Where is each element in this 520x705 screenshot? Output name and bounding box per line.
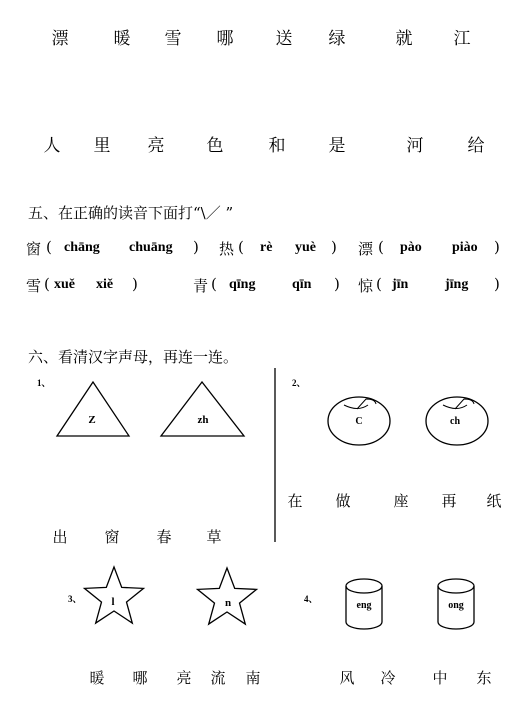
char: 青 <box>193 277 209 295</box>
pinyin-option: piào <box>452 240 478 255</box>
triangle-shape-zh <box>161 382 244 436</box>
word: 出 <box>52 528 68 546</box>
word: 春 <box>156 528 172 546</box>
word: 窗 <box>104 528 120 546</box>
char: 河 <box>406 136 424 156</box>
paren-open: ( <box>46 238 52 256</box>
section-5-heading: 五、在正确的读音下面打“\／ ” <box>28 204 234 222</box>
shape-label-ch: ch <box>450 416 460 427</box>
char: 窗 <box>26 240 42 258</box>
apple-stem-ch <box>443 405 467 409</box>
char: 色 <box>206 136 224 156</box>
char: 给 <box>467 136 485 156</box>
apple-stem-c <box>344 405 368 409</box>
triangle-shape-z <box>57 382 129 436</box>
char: 热 <box>219 240 235 258</box>
question-number-4: 4、 <box>304 594 318 604</box>
word: 冷 <box>380 669 396 687</box>
shape-label-eng: eng <box>356 600 372 611</box>
char: 里 <box>93 136 111 156</box>
pinyin-option: xiě <box>96 277 114 292</box>
paren-close: ) <box>494 275 500 293</box>
question-number-3: 3、 <box>68 594 82 604</box>
pinyin-option: jīn <box>392 277 409 292</box>
word: 流 <box>210 669 226 687</box>
word: 南 <box>245 669 261 687</box>
word: 草 <box>206 528 222 546</box>
apple-leaf-ch <box>455 399 474 409</box>
pinyin-option: qīng <box>229 277 256 292</box>
paren-close: ) <box>494 238 500 256</box>
char: 漂 <box>358 240 374 258</box>
pinyin-option: chāng <box>64 240 100 255</box>
paren-close: ) <box>193 238 199 256</box>
cylinder-top-eng <box>346 579 382 593</box>
word: 纸 <box>486 492 502 510</box>
paren-close: ) <box>331 238 337 256</box>
pinyin-option: chuāng <box>129 240 173 255</box>
char: 漂 <box>51 29 69 49</box>
pinyin-option: xuě <box>54 277 75 292</box>
char: 和 <box>268 136 286 156</box>
shape-label-zh: zh <box>197 414 209 426</box>
section-6-heading: 六、看清汉字声母，再连一连。 <box>28 348 239 366</box>
shape-label-z: Z <box>88 414 96 426</box>
word: 在 <box>287 492 303 510</box>
paren-open: ( <box>211 275 217 293</box>
paren-open: ( <box>378 238 384 256</box>
cylinder-top-ong <box>438 579 474 593</box>
char: 雪 <box>26 277 42 295</box>
word: 暖 <box>89 669 105 687</box>
word: 中 <box>432 669 448 687</box>
question-number-2: 2、 <box>292 378 306 388</box>
paren-open: ( <box>238 238 244 256</box>
shape-label-n: n <box>224 597 232 609</box>
char: 暖 <box>113 29 131 49</box>
paren-open: ( <box>44 275 50 293</box>
question-number-1: 1、 <box>37 378 51 388</box>
pinyin-option: yuè <box>295 240 316 255</box>
char: 是 <box>328 136 346 156</box>
word: 东 <box>476 669 492 687</box>
word: 做 <box>335 492 351 510</box>
word: 风 <box>339 669 355 687</box>
char: 绿 <box>328 29 346 49</box>
char: 就 <box>395 29 413 49</box>
shape-label-ong: ong <box>448 600 464 611</box>
apple-leaf-c <box>357 399 376 409</box>
char: 江 <box>453 29 471 49</box>
char: 亮 <box>147 136 165 156</box>
char: 雪 <box>164 29 182 49</box>
pinyin-option: qīn <box>292 277 312 292</box>
paren-close: ) <box>334 275 340 293</box>
pinyin-option: pào <box>400 240 422 255</box>
paren-open: ( <box>376 275 382 293</box>
char: 惊 <box>358 277 374 295</box>
char: 哪 <box>216 29 234 49</box>
word: 亮 <box>176 669 192 687</box>
word: 座 <box>393 492 409 510</box>
word: 再 <box>441 492 457 510</box>
shape-label-c: C <box>355 416 363 427</box>
pinyin-option: jīng <box>445 277 469 292</box>
paren-close: ) <box>132 275 138 293</box>
shape-label-l: l <box>111 596 115 608</box>
word: 哪 <box>132 669 148 687</box>
char: 送 <box>275 29 293 49</box>
char: 人 <box>43 136 61 156</box>
pinyin-option: rè <box>260 240 273 255</box>
